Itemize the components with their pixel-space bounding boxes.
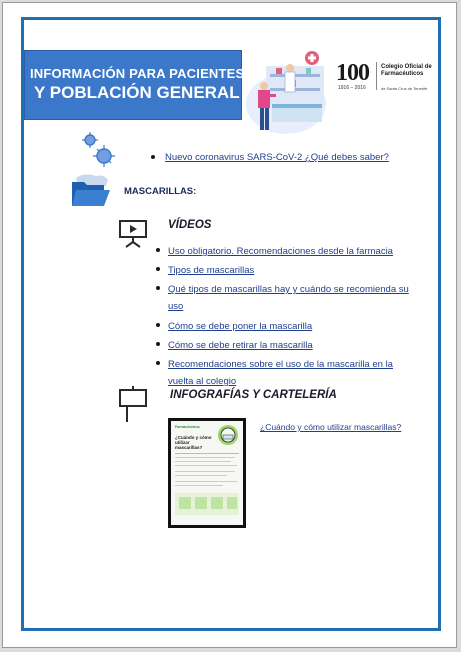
poster-link[interactable]: ¿Cuándo y cómo utilizar mascarillas?	[260, 422, 402, 432]
video-item	[168, 355, 420, 389]
bullet	[156, 361, 160, 365]
bullet	[156, 267, 160, 271]
poster-tile	[195, 497, 207, 509]
coronavirus-link[interactable]: Nuevo coronavirus SARS-CoV-2 ¿Qué debes saber?	[165, 152, 389, 163]
video-item	[168, 261, 418, 278]
poster-divider	[175, 453, 239, 454]
folder-icon	[70, 172, 112, 208]
poster-text-line	[175, 457, 235, 458]
mascarillas-poster[interactable]	[168, 418, 246, 528]
poster-text-line	[175, 461, 231, 462]
poster-tile	[179, 497, 191, 509]
video-item	[168, 242, 418, 259]
poster-text-line	[175, 465, 237, 466]
poster-title: ¿Cuándo y cómo utilizar mascarillas?	[175, 435, 212, 450]
logo-100: 100	[336, 60, 369, 86]
bullet	[156, 248, 160, 252]
video-link-retirar-mascarilla[interactable]: Cómo se debe retirar la mascarilla	[168, 340, 313, 351]
pharmacy-illustration	[236, 44, 328, 140]
virus-icon	[80, 130, 116, 168]
poster-illustration	[215, 423, 241, 447]
logo-years: 1916 – 2016	[338, 85, 366, 91]
poster-text-line	[175, 481, 237, 482]
video-link-tipos-mascarillas[interactable]: Tipos de mascarillas	[168, 265, 255, 276]
video-link-que-tipos[interactable]: Qué tipos de mascarillas hay y cuándo se recomienda su uso	[168, 284, 409, 312]
video-item	[168, 280, 416, 314]
signboard-icon	[118, 386, 148, 424]
bullet	[156, 323, 160, 327]
presentation-icon	[118, 218, 148, 248]
poster-content	[171, 421, 243, 525]
video-link-uso-obligatorio[interactable]: Uso obligatorio. Recomendaciones desde la farmacia	[168, 246, 393, 257]
bullet	[156, 342, 160, 346]
logo-organization: Colegio Oficial de Farmacéuticos	[381, 64, 432, 77]
poster-tile	[211, 497, 223, 509]
poster-tile	[227, 497, 237, 509]
mascarillas-heading: MASCARILLAS:	[124, 186, 197, 197]
poster-text-line	[175, 471, 235, 472]
video-item	[168, 317, 418, 334]
video-link-vuelta-colegio[interactable]: Recomendaciones sobre el uso de la mascarilla en la vuelta al colegio	[168, 359, 393, 387]
header-title-line1: INFORMACIÓN PARA PACIENTES	[30, 66, 245, 81]
poster-text-line	[175, 475, 227, 476]
video-link-poner-mascarilla[interactable]: Cómo se debe poner la mascarilla	[168, 321, 313, 332]
infografias-heading: INFOGRAFÍAS Y CARTELERÍA	[170, 389, 337, 401]
videos-heading: VÍDEOS	[168, 219, 212, 231]
header-title-line2: Y POBLACIÓN GENERAL	[34, 83, 240, 102]
poster-brand: Farmacéuticos	[175, 425, 200, 429]
bullet	[151, 155, 155, 159]
logo-divider	[376, 62, 377, 90]
bullet	[156, 286, 160, 290]
video-item	[168, 336, 418, 353]
logo-subtitle: de Santa Cruz de Tenerife	[381, 86, 428, 91]
poster-text-line	[175, 485, 223, 486]
